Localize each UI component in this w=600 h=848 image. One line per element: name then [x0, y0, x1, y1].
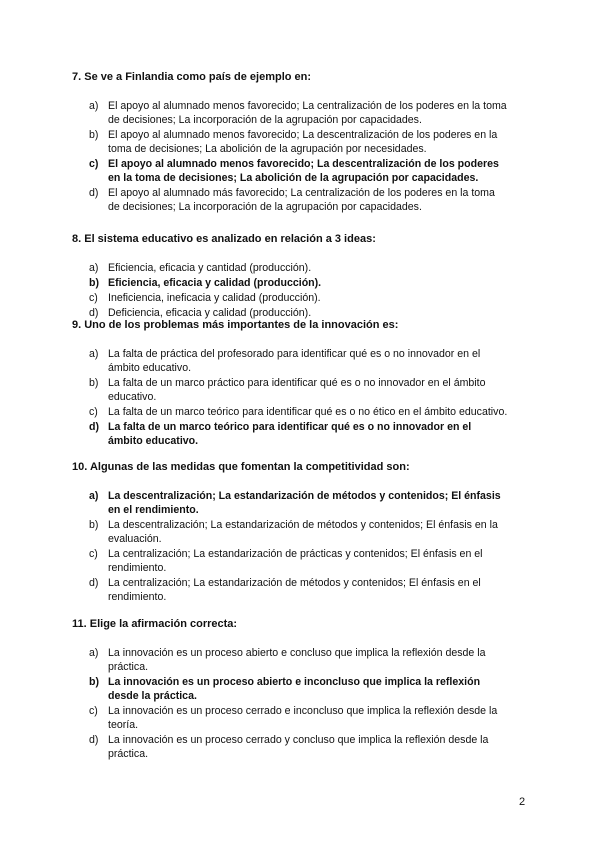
- option-text: [108, 576, 528, 604]
- option-letter: c): [89, 705, 98, 717]
- answer-option-correct: [0, 675, 600, 703]
- answer-option: [0, 128, 600, 156]
- option-text-line: La falta de práctica del profesorado para identificar qué es o no innovador en el: [108, 348, 481, 360]
- option-text-line: La descentralización; La estandarización de métodos y contenidos; El énfasis en la: [108, 519, 498, 531]
- option-text-line: evaluación.: [108, 533, 162, 545]
- option-text-line: en el rendimiento.: [108, 504, 199, 516]
- option-letter: c): [89, 292, 98, 304]
- option-text-line: rendimiento.: [108, 562, 167, 574]
- option-letter: a): [89, 647, 99, 659]
- option-text-line: La falta de un marco práctico para identificar qué es o no innovador en el ámbito: [108, 377, 486, 389]
- question-title: 9. Uno de los problemas más importantes de la innovación es:: [72, 319, 399, 331]
- option-letter: b): [89, 129, 99, 141]
- question-title: 8. El sistema educativo es analizado en relación a 3 ideas:: [72, 233, 376, 245]
- option-text-line: desde la práctica.: [108, 690, 197, 702]
- answer-option: [0, 99, 600, 127]
- option-letter: a): [89, 348, 99, 360]
- option-text: [108, 128, 528, 156]
- option-text-line: toma de decisiones; La abolición de la agrupación por necesidades.: [108, 143, 427, 155]
- option-text: [108, 733, 528, 761]
- option-text-line: La falta de un marco teórico para identificar qué es o no innovador en el: [108, 421, 472, 433]
- option-letter: a): [89, 262, 99, 274]
- option-text: [108, 347, 528, 375]
- answer-option: [0, 291, 600, 305]
- option-text: [108, 157, 528, 185]
- option-text-line: Eficiencia, eficacia y cantidad (producción).: [108, 262, 312, 274]
- question-title: 10. Algunas de las medidas que fomentan la competitividad son:: [72, 461, 410, 473]
- option-text-line: en la toma de decisiones; La abolición de la agrupación por capacidades.: [108, 172, 479, 184]
- option-text-line: práctica.: [108, 661, 149, 673]
- option-text-line: El apoyo al alumnado menos favorecido; La centralización de los poderes en la toma: [108, 100, 507, 112]
- answer-option: [0, 186, 600, 214]
- option-letter: c): [89, 548, 98, 560]
- option-text: [108, 376, 528, 404]
- option-text-line: educativo.: [108, 391, 157, 403]
- option-text-line: La descentralización; La estandarización de métodos y contenidos; El énfasis: [108, 490, 501, 502]
- option-text-line: La innovación es un proceso abierto e inconcluso que implica la reflexión: [108, 676, 481, 688]
- option-text: [108, 99, 528, 127]
- option-text-line: El apoyo al alumnado menos favorecido; La descentralización de los poderes en la: [108, 129, 498, 141]
- option-text-line: Eficiencia, eficacia y calidad (producción).: [108, 277, 322, 289]
- answer-option: [0, 518, 600, 546]
- option-text: [108, 646, 528, 674]
- page-number: 2: [519, 796, 526, 808]
- answer-option: [0, 405, 600, 419]
- option-text-line: Ineficiencia, ineficacia y calidad (producción).: [108, 292, 321, 304]
- option-letter: b): [89, 676, 99, 688]
- answer-option: [0, 261, 600, 275]
- question-title: 11. Elige la afirmación correcta:: [72, 618, 238, 630]
- option-text-line: La centralización; La estandarización de prácticas y contenidos; El énfasis en el: [108, 548, 483, 560]
- option-text: [108, 547, 528, 575]
- option-letter: d): [89, 734, 99, 746]
- answer-option-correct: [0, 276, 600, 290]
- option-text-line: La innovación es un proceso abierto e concluso que implica la reflexión desde la: [108, 647, 486, 659]
- option-text: [108, 186, 528, 214]
- option-text: [108, 420, 528, 448]
- option-text: [108, 291, 528, 305]
- answer-option-correct: [0, 420, 600, 448]
- option-text-line: teoría.: [108, 719, 139, 731]
- answer-option: [0, 376, 600, 404]
- option-letter: d): [89, 577, 99, 589]
- option-text-line: rendimiento.: [108, 591, 167, 603]
- option-text-line: Deficiencia, eficacia y calidad (producción).: [108, 307, 312, 319]
- answer-option-correct: [0, 489, 600, 517]
- answer-option: [0, 347, 600, 375]
- option-text: [108, 489, 528, 517]
- option-letter: b): [89, 377, 99, 389]
- option-letter: a): [89, 490, 99, 502]
- answer-option-correct: [0, 157, 600, 185]
- option-letter: d): [89, 187, 99, 199]
- option-text: [108, 276, 528, 290]
- option-text-line: práctica.: [108, 748, 149, 760]
- option-text-line: El apoyo al alumnado menos favorecido; La descentralización de los poderes: [108, 158, 499, 170]
- option-letter: b): [89, 277, 99, 289]
- option-letter: d): [89, 421, 99, 433]
- answer-option: [0, 547, 600, 575]
- question-title: 7. Se ve a Finlandia como país de ejemplo en:: [72, 71, 312, 83]
- option-text-line: La centralización; La estandarización de métodos y contenidos; El énfasis en el: [108, 577, 481, 589]
- answer-option: [0, 704, 600, 732]
- answer-option: [0, 646, 600, 674]
- option-text-line: de decisiones; La incorporación de la agrupación por capacidades.: [108, 201, 422, 213]
- option-letter: a): [89, 100, 99, 112]
- option-text-line: ámbito educativo.: [108, 362, 192, 374]
- option-text: [108, 405, 528, 419]
- option-letter: c): [89, 158, 99, 170]
- answer-option: [0, 576, 600, 604]
- option-letter: b): [89, 519, 99, 531]
- option-text-line: La innovación es un proceso cerrado e inconcluso que implica la reflexión desde la: [108, 705, 498, 717]
- option-letter: c): [89, 406, 98, 418]
- option-text-line: La innovación es un proceso cerrado y concluso que implica la reflexión desde la: [108, 734, 489, 746]
- option-text-line: de decisiones; La incorporación de la agrupación por capacidades.: [108, 114, 422, 126]
- option-text-line: El apoyo al alumnado más favorecido; La centralización de los poderes en la toma: [108, 187, 495, 199]
- option-text-line: ámbito educativo.: [108, 435, 199, 447]
- option-text: [108, 518, 528, 546]
- option-text-line: La falta de un marco teórico para identificar qué es o no ético en el ámbito educativo.: [108, 406, 508, 418]
- option-text: [108, 675, 528, 703]
- option-text: [108, 261, 528, 275]
- option-letter: d): [89, 307, 99, 319]
- option-text: [108, 704, 528, 732]
- answer-option: [0, 733, 600, 761]
